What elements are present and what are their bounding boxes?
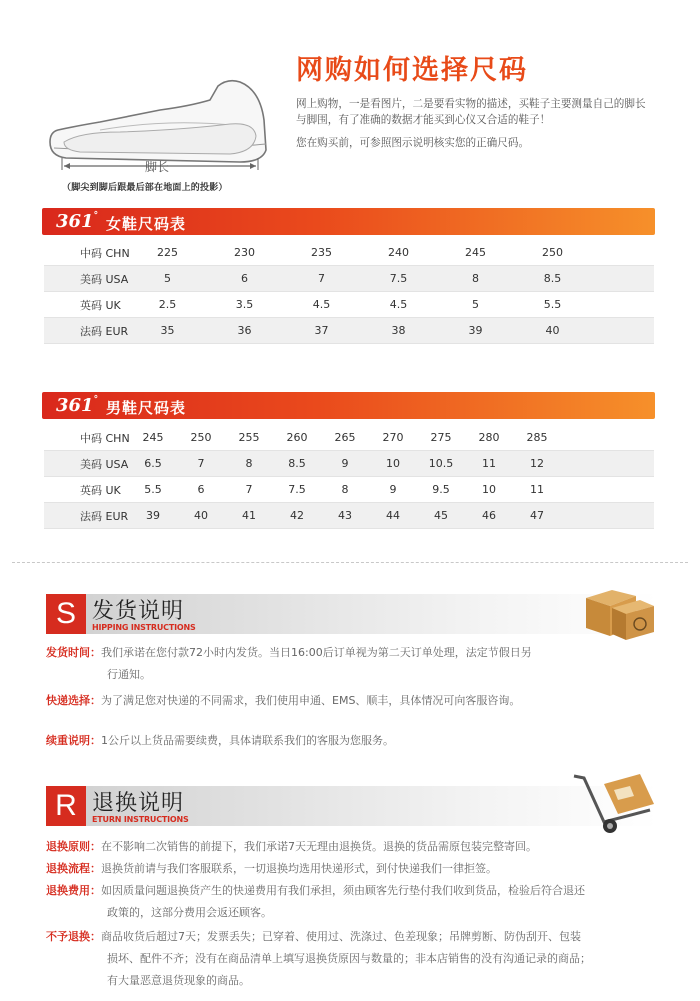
size-row — [44, 318, 654, 344]
size-row — [44, 266, 654, 292]
size-cell: 245 — [465, 246, 486, 259]
size-cell: 5.5 — [144, 483, 162, 496]
cardboard-box-icon — [582, 584, 656, 640]
size-cell: 11 — [482, 457, 496, 470]
size-cell: 10 — [386, 457, 400, 470]
size-cell: 4.5 — [389, 298, 408, 311]
size-cell: 5 — [472, 298, 479, 311]
size-cell: 280 — [478, 431, 500, 444]
men-size-banner — [42, 392, 655, 419]
size-cell: 255 — [238, 431, 260, 444]
size-cell: 265 — [334, 431, 356, 444]
size-cell: 8 — [341, 483, 349, 496]
size-cell: 285 — [526, 431, 548, 444]
size-row-label: 中码 CHN — [80, 431, 130, 445]
size-row — [44, 477, 654, 503]
size-cell: 4.5 — [312, 298, 331, 311]
size-row-label: 美码 USA — [80, 457, 129, 471]
size-cell: 7 — [197, 457, 205, 470]
size-cell: 6 — [241, 272, 248, 285]
shipping-item-time: 发货时间：我们承诺在您付款72小时内发货。当日16:00后订单视为第二天订单处理，法定节假日另 行通知。 — [46, 646, 532, 681]
section-divider — [12, 562, 688, 563]
size-cell: 42 — [290, 509, 304, 522]
hand-truck-icon — [570, 770, 660, 834]
returns-header — [46, 786, 658, 826]
size-cell: 275 — [430, 431, 452, 444]
page-title: 网购如何选择尺码 — [296, 55, 528, 86]
shipping-header — [46, 594, 658, 634]
size-cell: 12 — [530, 457, 544, 470]
size-cell: 39 — [146, 509, 160, 522]
returns-item-process: 退换流程：退换货前请与我们客服联系，一切退换均选用快递形式，到付快递我们一律拒签。 — [46, 862, 497, 875]
shipping-title: 发货说明 — [92, 599, 185, 624]
size-cell: 39 — [468, 324, 483, 337]
size-row-label: 法码 EUR — [80, 324, 129, 338]
men-table-title: 男鞋尺码表 — [106, 399, 187, 417]
size-cell: 8 — [245, 457, 253, 470]
size-cell: 9.5 — [432, 483, 450, 496]
returns-subtitle: ETURN INSTRUCTIONS — [92, 815, 189, 824]
returns-item-fee: 退换费用：如因质量问题退换货产生的快递费用有我们承担，须由顾客先行垫付我们收到货品，检验后符合退还 政策的，这部分费用会返还顾客。 — [46, 884, 585, 919]
size-row-label: 美码 USA — [80, 272, 129, 286]
size-cell: 45 — [434, 509, 448, 522]
size-cell: 270 — [382, 431, 404, 444]
size-cell: 9 — [341, 457, 349, 470]
size-cell: 2.5 — [158, 298, 177, 311]
size-cell: 7.5 — [389, 272, 408, 285]
shipping-item-courier: 快递选择：为了满足您对快递的不同需求，我们使用申通、EMS、顺丰，具体情况可向客服咨询。 — [46, 694, 521, 707]
size-row-label: 中码 CHN — [80, 246, 130, 260]
size-cell: 9 — [389, 483, 397, 496]
size-cell: 7.5 — [288, 483, 306, 496]
size-cell: 245 — [142, 431, 164, 444]
size-cell: 40 — [194, 509, 208, 522]
brand-logo: 361° — [56, 395, 99, 416]
size-row — [44, 292, 654, 318]
size-cell: 3.5 — [235, 298, 254, 311]
size-cell: 41 — [242, 509, 256, 522]
size-cell: 10 — [482, 483, 496, 496]
size-row — [44, 451, 654, 477]
returns-item-principle: 退换原则：在不影响二次销售的前提下，我们承诺7天无理由退换货。退换的货品需原包装完整寄回。 — [46, 840, 537, 853]
shipping-letter-badge: S — [46, 594, 86, 634]
returns-title: 退换说明 — [92, 791, 185, 816]
returns-item-exclusions: 不予退换：商品收货后超过7天；发票丢失；已穿着、使用过、洗涤过、色差现象；吊牌剪断、防伪刮开、包装 损坏、配件不齐；没有在商品清单上填写退换货原因与数量的；非本店销售的没有沟通记录的商品； 有大量恶意退货现象的商品。 — [46, 930, 591, 987]
foot-length-label: 脚长 — [145, 160, 170, 174]
intro-text: 网上购物，一是看图片，二是要看实物的描述，买鞋子主要测量自己的脚长与脚围，有了准确的数据才能买到心仪又合适的鞋子！ — [296, 98, 646, 126]
size-cell: 46 — [482, 509, 496, 522]
size-cell: 260 — [286, 431, 308, 444]
size-cell: 6 — [197, 483, 205, 496]
size-row-label: 英码 UK — [80, 483, 121, 497]
size-cell: 225 — [157, 246, 178, 259]
size-cell: 7 — [318, 272, 325, 285]
size-cell: 7 — [245, 483, 253, 496]
brand-logo: 361° — [56, 211, 99, 232]
size-row — [44, 240, 654, 266]
size-cell: 38 — [391, 324, 406, 337]
size-cell: 250 — [190, 431, 212, 444]
size-cell: 36 — [237, 324, 252, 337]
men-size-table — [44, 425, 654, 529]
returns-letter-badge: R — [46, 786, 86, 826]
size-cell: 11 — [530, 483, 544, 496]
size-cell: 250 — [542, 246, 563, 259]
size-cell: 44 — [386, 509, 400, 522]
size-cell: 10.5 — [428, 457, 454, 470]
size-row-label: 法码 EUR — [80, 509, 129, 523]
size-cell: 230 — [234, 246, 255, 259]
size-cell: 8.5 — [288, 457, 306, 470]
diagram-caption: （脚尖到脚后跟最后部在地面上的投影） — [62, 183, 228, 193]
size-cell: 47 — [530, 509, 544, 522]
size-cell: 240 — [388, 246, 409, 259]
size-row-label: 英码 UK — [80, 298, 121, 312]
size-row — [44, 425, 654, 451]
women-size-table — [44, 240, 654, 344]
women-table-title: 女鞋尺码表 — [106, 215, 187, 233]
size-cell: 6.5 — [144, 457, 162, 470]
size-cell: 235 — [311, 246, 332, 259]
size-cell: 37 — [314, 324, 329, 337]
size-cell: 8 — [472, 272, 479, 285]
women-size-banner — [42, 208, 655, 235]
size-row — [44, 503, 654, 529]
size-cell: 35 — [160, 324, 175, 337]
size-cell: 43 — [338, 509, 352, 522]
shipping-subtitle: HIPPING INSTRUCTIONS — [92, 623, 196, 632]
shipping-item-weight: 续重说明：1公斤以上货品需要续费，具体请联系我们的客服为您服务。 — [46, 734, 394, 747]
size-cell: 40 — [545, 324, 560, 337]
intro-text-2: 您在购买前，可参照图示说明核实您的正确尺码。 — [296, 137, 530, 149]
size-cell: 5.5 — [543, 298, 562, 311]
size-cell: 8.5 — [543, 272, 562, 285]
size-cell: 5 — [164, 272, 171, 285]
